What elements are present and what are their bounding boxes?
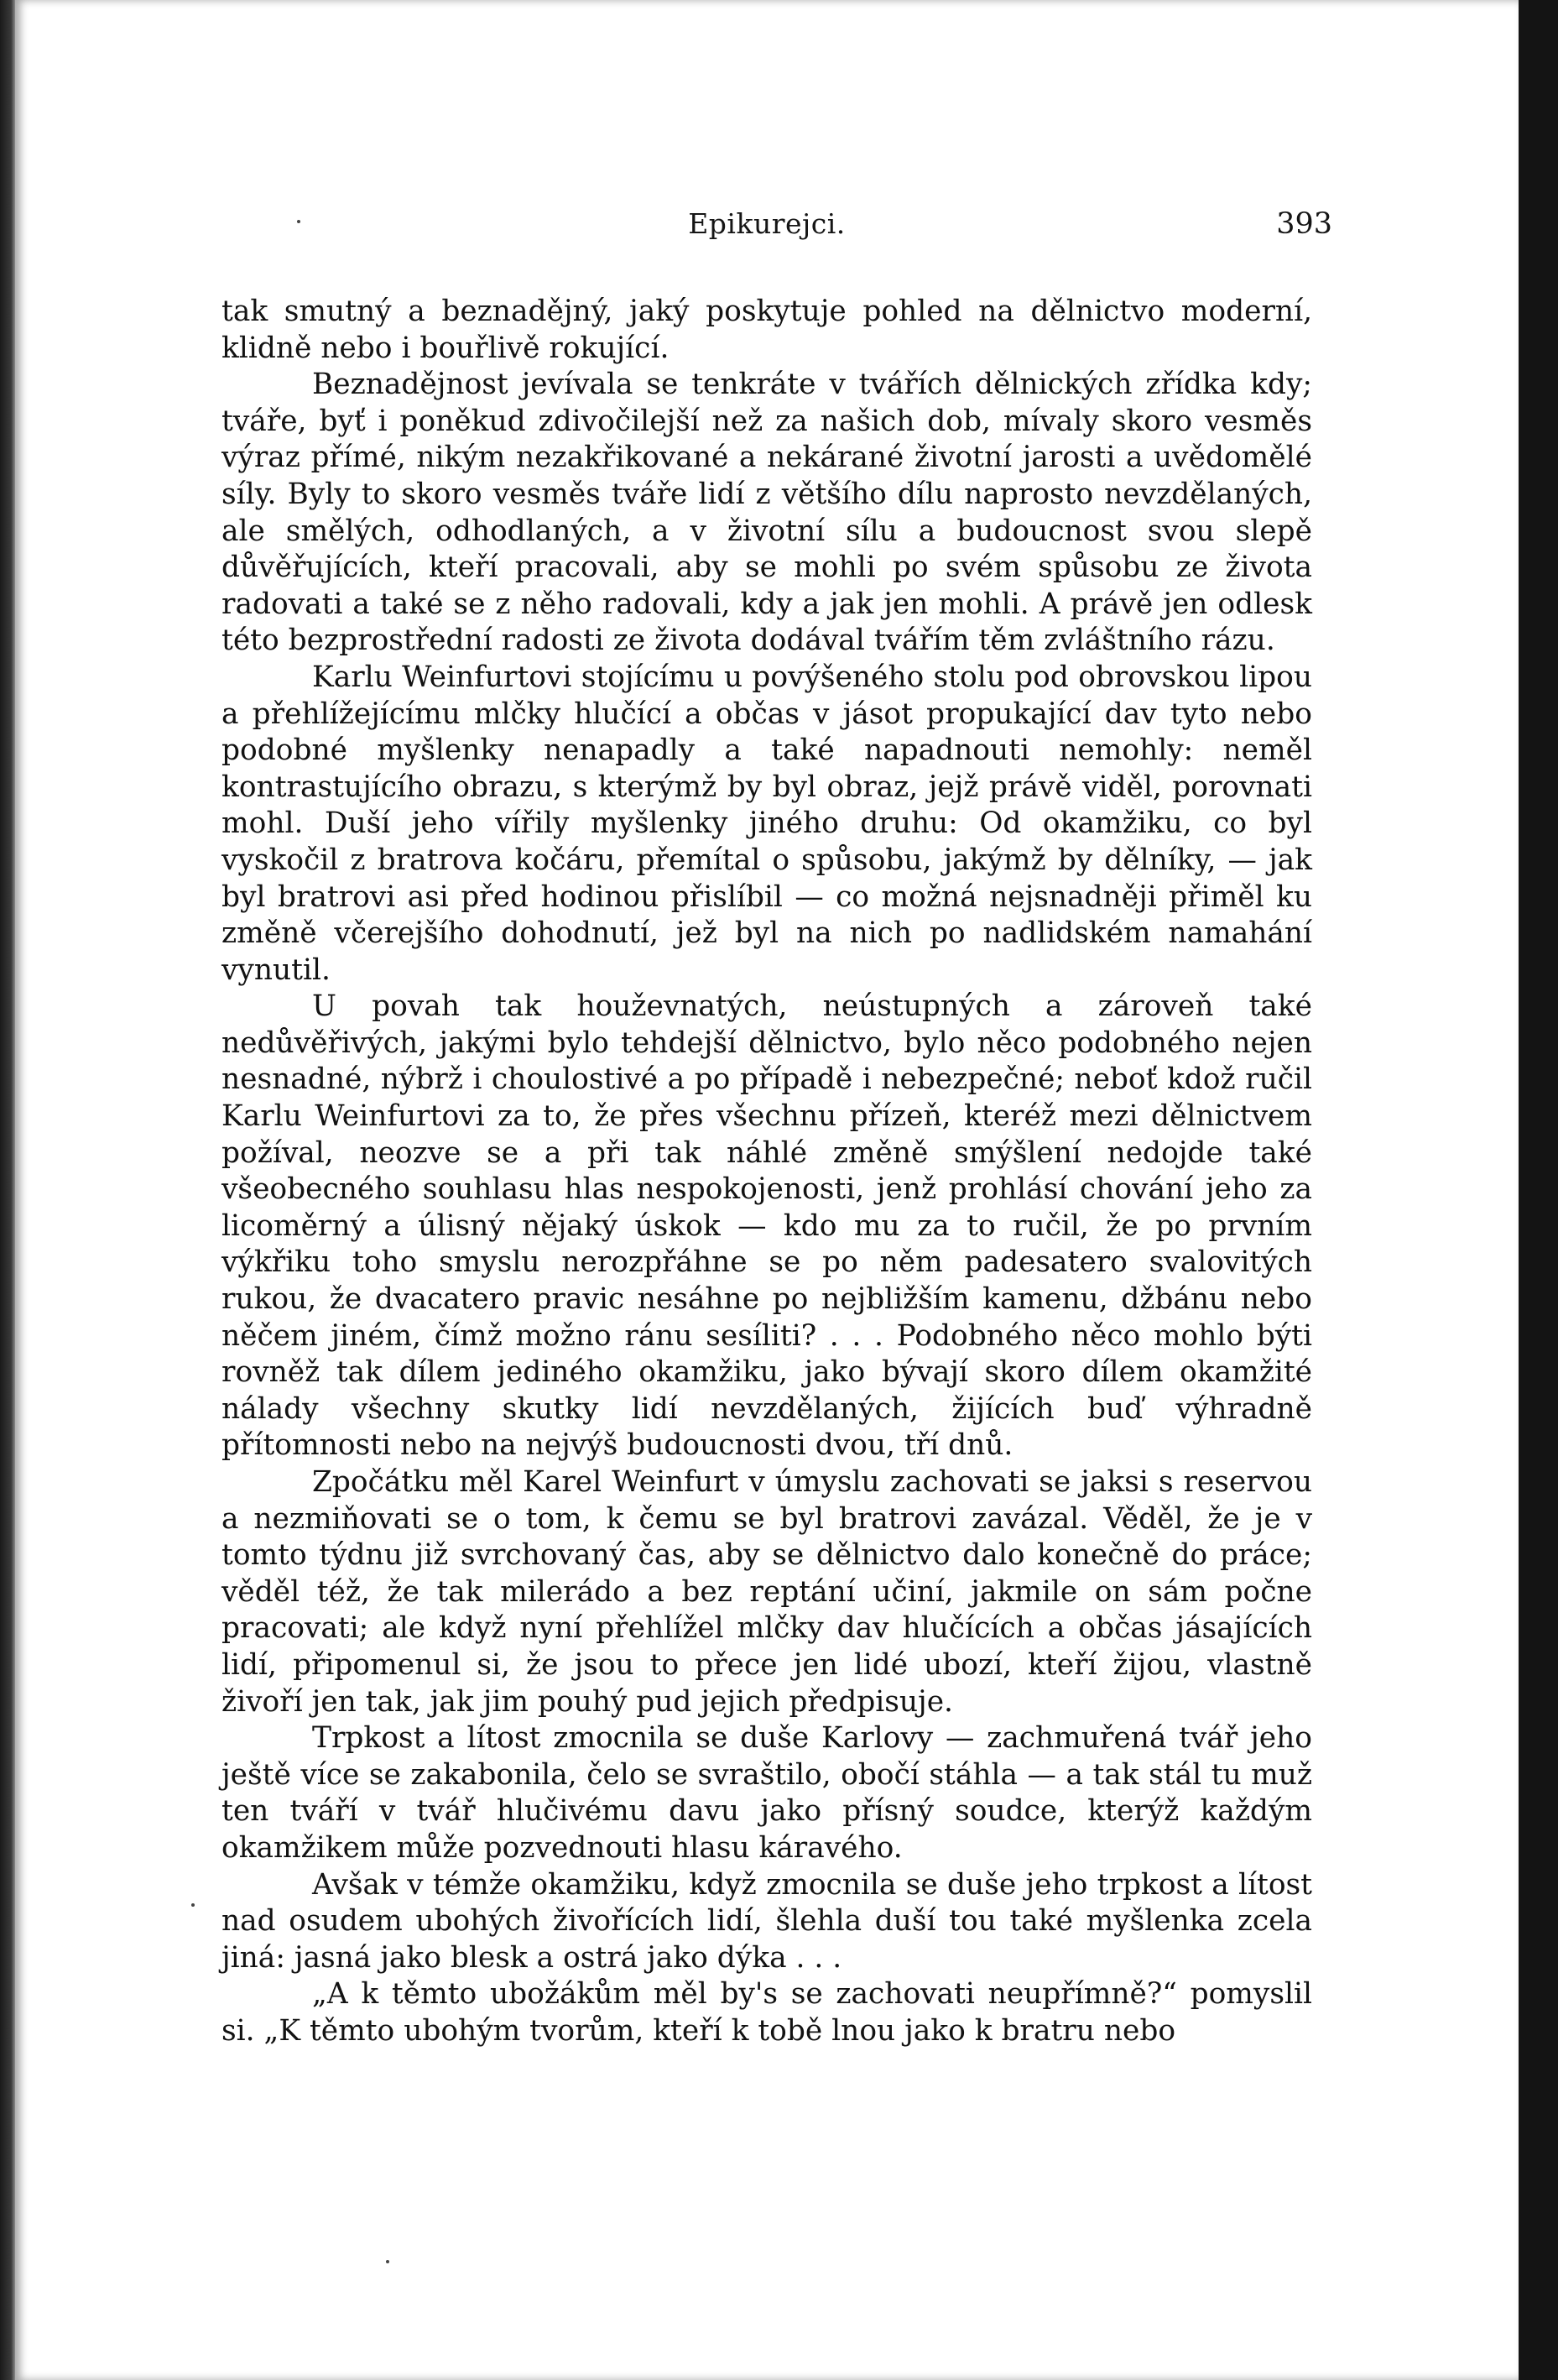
- speck-mark: [191, 1903, 195, 1907]
- speck-mark: [386, 2260, 389, 2263]
- speck-mark: [297, 220, 300, 223]
- paragraph: U povah tak houževnatých, neústupných a zároveň také nedůvěřivých, jakými bylo tehdejší dělnictvo, bylo něco podobného nejen nesnadné, nýbrž i choulostivé a po případě i nebezpečné; neboť kdož ručil Karlu Weinfurtovi za to, že přes všechnu přízeň, kteréž mezi dělnictvem požíval, neozve se a při tak náhlé změně smýšlení nedojde také všeobecného souhlasu hlas nespokojenosti, jenž prohlásí chování jeho za licoměrný a úlisný nějaký úskok — kdo mu za to ručil, že po prvním výkřiku toho smyslu nerozpřáhne se po něm padesatero svalovitých rukou, že dvacatero pravic nesáhne po nejbližším kamenu, džbánu nebo něčem jiném, čímž možno ránu sesíliti? . . . Podobného něco mohlo býti rovněž tak dílem jediného okamžiku, jako bývají skoro dílem okamžité nálady všechny skutky lidí nevzdělaných, žijících buď výhradně přítomnosti nebo na nejvýš budoucnosti dvou, tří dnů.: [221, 989, 1312, 1463]
- paragraph: „A k těmto ubožákům měl by's se zachovati neupřímně?“ pomyslil si. „K těmto ubohým tvorům, kteří k tobě lnou jako k bratru nebo: [221, 1977, 1312, 2048]
- paragraph: Karlu Weinfurtovi stojícímu u povýšeného stolu pod obrovskou lipou a přehlížejícímu mlčky hlučící a občas v jásot propukající dav tyto nebo podobné myšlenky nenapadly a také napadnouti nemohly: neměl kontrastujícího obrazu, s kterýmž by byl obraz, jejž právě viděl, porovnati mohl. Duší jeho vířily myšlenky jiného druhu: Od okamžiku, co byl vyskočil z bratrova kočáru, přemítal o spůsobu, jakýmž by dělníky, — jak byl bratrovi asi před hodinou přislíbil — co možná nejsnadněji přiměl ku změně včerejšího dohodnutí, jež byl na nich po nadlidském namahání vynutil.: [221, 660, 1312, 987]
- paragraph: Trpkost a lítost zmocnila se duše Karlovy — zachmuřená tvář jeho ještě více se zakabonila, čelo se svraštilo, obočí stáhla — a tak stál tu muž ten tváří v tvář hlučivému davu jako přísný soudce, kterýž každým okamžikem může pozvednouti hlasu káravého.: [221, 1721, 1312, 1865]
- page-header: [15, 207, 1519, 249]
- paragraph-continuation: tak smutný a beznadějný, jaký poskytuje pohled na dělnictvo moderní, klidně nebo i bouřlivě rokující.: [221, 295, 1312, 365]
- body-text: [221, 294, 1312, 2050]
- scan-border-right: [1519, 0, 1558, 2380]
- running-title: Epikurejci.: [688, 207, 846, 240]
- paragraph: Beznadějnost jevívala se tenkráte v tvářích dělnických zřídka kdy; tváře, byť i poněkud zdivočilejší než za našich dob, mívaly skoro vesměs výraz přímé, nikým nezakřikované a nekárané životní jarosti a uvědomělé síly. Byly to skoro vesměs tváře lidí z většího dílu naprosto nevzdělaných, ale smělých, odhodlaných, a v životní sílu a budoucnost svou slepě důvěřujících, kteří pracovali, aby se mohli po svém spůsobu ze života radovati a také se z něho radovali, kdy a jak jen mohli. A právě jen odlesk této bezprostřední radosti ze života dodával tvářím těm zvláštního rázu.: [221, 368, 1312, 658]
- book-page: [15, 0, 1519, 2380]
- paragraph: Zpočátku měl Karel Weinfurt v úmyslu zachovati se jaksi s reservou a nezmiňovati se o tom, k čemu se byl bratrovi zavázal. Věděl, že je v tomto týdnu již svrchovaný čas, aby se dělnictvo dalo konečně do práce; věděl též, že tak milerádo a bez reptání učiní, jakmile on sám počne pracovati; ale když nyní přehlížel mlčky dav hlučících a občas jásajících lidí, připomenul si, že jsou to přece jen lidé ubozí, kteří žijou, vlastně živoří jen tak, jak jim pouhý pud jejich předpisuje.: [221, 1465, 1312, 1719]
- page-number: 393: [1276, 207, 1332, 241]
- paragraph: Avšak v témže okamžiku, když zmocnila se duše jeho trpkost a lítost nad osudem ubohých živořících lidí, šlehla duší tou také myšlenka zcela jiná: jasná jako blesk a ostrá jako dýka . . .: [221, 1867, 1312, 1975]
